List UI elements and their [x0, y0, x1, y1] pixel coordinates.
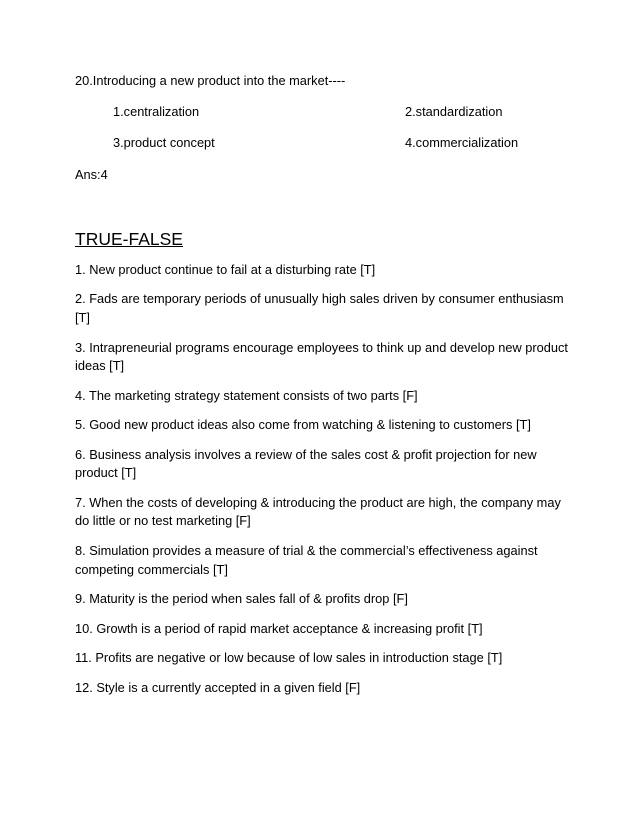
list-item: 7. When the costs of developing & introducing the product are high, the company may do little or no test marketing [F] [75, 494, 561, 529]
list-item: 5. Good new product ideas also come from watching & listening to customers [T] [75, 417, 531, 433]
list-item: 9. Maturity is the period when sales fall of & profits drop [F] [75, 591, 408, 607]
option-3: 3.product concept [113, 135, 215, 151]
list-item: 12. Style is a currently accepted in a given field [F] [75, 679, 361, 695]
option-4: 4.commercialization [405, 135, 519, 151]
list-item: 8. Simulation provides a measure of trial & the commercial’s effectiveness against competing commercials [T] [75, 542, 538, 577]
list-item: 4. The marketing strategy statement consists of two parts [F] [75, 387, 418, 403]
list-item: 11. Profits are negative or low because of low sales in introduction stage [T] [75, 650, 503, 666]
option-2: 2.standardization [405, 103, 503, 119]
section-title: TRUE-FALSE [75, 229, 183, 250]
question-text: 20.Introducing a new product into the market---- [75, 73, 346, 88]
option-1: 1.centralization [113, 103, 200, 119]
list-item: 6. Business analysis involves a review of the sales cost & profit projection for new product [T] [75, 446, 537, 481]
option-row [113, 134, 578, 153]
list-item: 3. Intrapreneurial programs encourage employees to think up and develop new product ideas [T] [75, 339, 568, 374]
question-options [75, 103, 578, 153]
list-item: 1. New product continue to fail at a disturbing rate [T] [75, 261, 376, 277]
option-row [113, 103, 578, 122]
true-false-list [75, 261, 578, 697]
answer-text: Ans:4 [75, 166, 108, 182]
list-item: 10. Growth is a period of rapid market acceptance & increasing profit [T] [75, 620, 483, 636]
list-item: 2. Fads are temporary periods of unusually high sales driven by consumer enthusiasm [T] [75, 291, 564, 326]
